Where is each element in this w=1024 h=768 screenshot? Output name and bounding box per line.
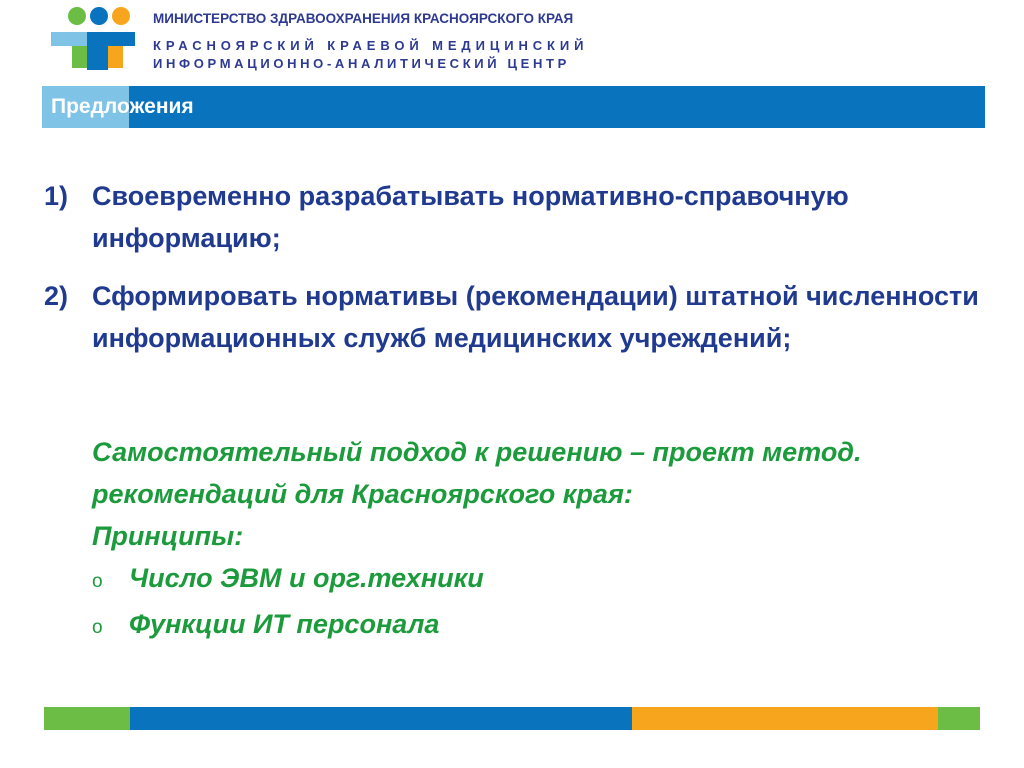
bullet-circle-icon: o (92, 571, 103, 592)
principle-item (92, 603, 972, 649)
center-name-line2: ИНФОРМАЦИОННО-АНАЛИТИЧЕСКИЙ ЦЕНТР (153, 56, 570, 71)
proposal-text: Сформировать нормативы (рекомендации) штатной численности информационных служб медицинских учреждений; (92, 281, 979, 353)
principles-label: Принципы: (92, 521, 244, 551)
footer-segment-green (44, 707, 130, 730)
approach-intro: Самостоятельный подход к решению – проект метод. рекомендаций для Красноярского края: (92, 437, 862, 509)
slide-title: Предложения (51, 95, 194, 118)
footer-segment-blue (130, 707, 632, 730)
proposal-number: 1) (44, 181, 69, 211)
approach-section (92, 431, 972, 649)
center-name-line1: КРАСНОЯРСКИЙ КРАЕВОЙ МЕДИЦИНСКИЙ (153, 38, 589, 53)
proposal-item (44, 275, 992, 359)
slide-title-bar (42, 86, 985, 128)
organization-logo-icon (50, 6, 136, 72)
principle-text: Число ЭВМ и орг.техники (129, 563, 484, 593)
proposal-number: 2) (44, 281, 69, 311)
proposal-text: Своевременно разрабатывать нормативно-справочную информацию; (92, 181, 849, 253)
proposal-item (44, 175, 992, 259)
footer-color-bar (44, 707, 980, 730)
footer-segment-orange (632, 707, 938, 730)
ministry-name: МИНИСТЕРСТВО ЗДРАВООХРАНЕНИЯ КРАСНОЯРСКОГО КРАЯ (153, 11, 574, 26)
principle-text: Функции ИТ персонала (129, 609, 440, 639)
principle-item (92, 557, 972, 603)
footer-segment-green-end (938, 707, 980, 730)
bullet-circle-icon: o (92, 617, 103, 638)
